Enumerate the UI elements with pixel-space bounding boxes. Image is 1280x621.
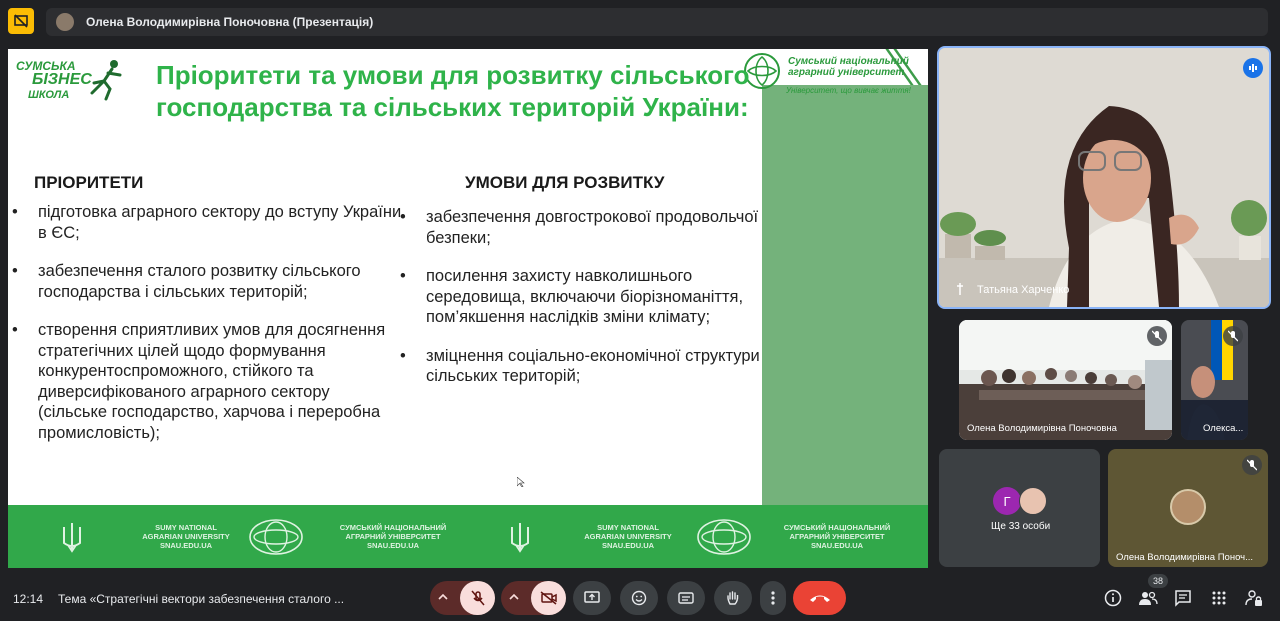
presentation-icon[interactable] <box>8 8 34 34</box>
meeting-details-button[interactable] <box>1101 586 1125 610</box>
room-video <box>959 320 1172 440</box>
presenter-banner <box>46 8 1268 36</box>
camera-toggle-button[interactable] <box>531 581 566 615</box>
participant-name: Олекса... <box>1203 423 1244 434</box>
mic-off-icon <box>471 590 485 606</box>
footer-emblem-icon <box>248 505 304 568</box>
list-item: • створення сприятливих умов для досягнення стратегічних цілей щодо формування конкурентоспроможного, стійкого та диверсифікованого аграрного сектору (сільське господарство, харчова і переробна промисловість); <box>12 321 386 442</box>
chevron-up-icon[interactable] <box>436 590 450 609</box>
footer-trident-icon <box>502 505 538 568</box>
runner-icon <box>84 57 126 101</box>
room-tile[interactable] <box>959 320 1172 440</box>
hang-up-icon <box>809 593 831 603</box>
list-item: • підготовка аграрного сектору до вступу України в ЄС; <box>12 203 402 242</box>
priorities-list <box>12 202 402 461</box>
main-speaker-tile[interactable] <box>937 46 1271 309</box>
conditions-heading: УМОВИ ДЛЯ РОЗВИТКУ <box>465 173 665 192</box>
mic-off-icon <box>1147 326 1167 346</box>
room-name: Олена Володимирівна Поночовна <box>967 423 1117 434</box>
others-label: Ще 33 особи <box>991 521 1051 532</box>
mic-off-icon <box>1242 455 1262 475</box>
chevron-up-icon[interactable] <box>507 590 521 609</box>
business-school-logo: СУМСЬКА БІЗНЕС ШКОЛА <box>14 55 122 107</box>
self-avatar <box>1170 489 1206 525</box>
chat-icon <box>1174 589 1192 607</box>
top-bar <box>0 0 1280 44</box>
others-tile[interactable] <box>939 449 1100 567</box>
participant-tile-small[interactable] <box>1181 320 1248 440</box>
bottom-toolbar <box>0 576 1280 621</box>
end-call-button[interactable] <box>793 581 846 615</box>
slide-title: Пріоритети та умови для розвитку сільського господарства та сільських територій України: <box>156 60 750 122</box>
speaker-name: Татьяна Харченко <box>977 284 1070 296</box>
lock-person-icon <box>1245 589 1263 607</box>
list-item: • забезпечення довгострокової продовольчої безпеки; <box>400 208 759 247</box>
self-tile[interactable] <box>1108 449 1268 567</box>
video-control-group <box>501 581 566 615</box>
raise-hand-button[interactable] <box>714 581 752 615</box>
pin-icon[interactable] <box>953 282 967 296</box>
footer-en-text: SUMY NATIONAL AGRARIAN UNIVERSITY SNAU.EDU.UA <box>584 523 672 550</box>
list-item: • посилення захисту навколишнього середовища, включаючи біорізноманіття, пом’якшення наслідків зміни клімату; <box>400 267 744 326</box>
more-vert-icon <box>771 590 775 606</box>
chat-button[interactable] <box>1171 586 1195 610</box>
reactions-button[interactable] <box>620 581 658 615</box>
mouse-cursor-icon <box>517 477 525 487</box>
footer-ua-text: СУМСЬКИЙ НАЦІОНАЛЬНИЙ АГРАРНИЙ УНІВЕРСИТЕТ SNAU.EDU.UA <box>339 523 447 550</box>
priorities-heading: ПРІОРИТЕТИ <box>34 173 144 192</box>
footer-emblem-icon <box>696 505 752 568</box>
info-icon <box>1104 589 1122 607</box>
captions-button[interactable] <box>667 581 705 615</box>
footer-trident-icon <box>54 505 90 568</box>
people-button[interactable] <box>1136 586 1160 610</box>
university-motto: Університет, що вивчає життя! <box>786 86 911 95</box>
audio-control-group <box>430 581 495 615</box>
participants-count-badge: 38 <box>1148 574 1168 588</box>
host-controls-button[interactable] <box>1242 586 1266 610</box>
meeting-time: 12:14 <box>13 592 44 606</box>
university-name: Сумський національний аграрний університет <box>788 56 909 78</box>
mic-toggle-button[interactable] <box>460 581 495 615</box>
footer-en-text: SUMY NATIONAL AGRARIAN UNIVERSITY SNAU.EDU.UA <box>142 523 230 550</box>
captions-icon <box>678 591 694 605</box>
camera-off-icon <box>540 591 558 605</box>
hand-icon <box>725 590 741 606</box>
slide-side-band <box>762 85 928 505</box>
speaking-indicator-icon <box>1243 58 1263 78</box>
speaker-video <box>939 48 1269 307</box>
others-avatar-photo <box>1019 487 1047 515</box>
footer-ua-text: СУМСЬКИЙ НАЦІОНАЛЬНИЙ АГРАРНИЙ УНІВЕРСИТЕТ SNAU.EDU.UA <box>783 523 891 550</box>
people-icon <box>1138 590 1158 606</box>
others-avatar: Г <box>993 487 1021 515</box>
more-options-button[interactable] <box>760 581 786 615</box>
apps-grid-icon <box>1211 590 1227 606</box>
emoji-icon <box>631 590 647 606</box>
list-item: • зміцнення соціально-економічної структури сільських територій; <box>400 346 760 385</box>
presenter-avatar <box>56 13 74 31</box>
presentation-slide <box>8 49 928 568</box>
list-item: • забезпечення сталого розвитку сільського господарства і сільських територій; <box>12 262 361 301</box>
meeting-title[interactable]: Тема «Стратегічні вектори забезпечення сталого ... <box>58 592 345 606</box>
present-screen-icon <box>584 591 600 605</box>
activities-button[interactable] <box>1207 586 1231 610</box>
self-name: Олена Володимирівна Поноч... <box>1116 552 1254 563</box>
present-screen-button[interactable] <box>573 581 611 615</box>
conditions-list <box>400 207 762 405</box>
mic-off-icon <box>1223 326 1243 346</box>
presenter-title: Олена Володимирівна Поночовна (Презентація) <box>86 15 374 29</box>
